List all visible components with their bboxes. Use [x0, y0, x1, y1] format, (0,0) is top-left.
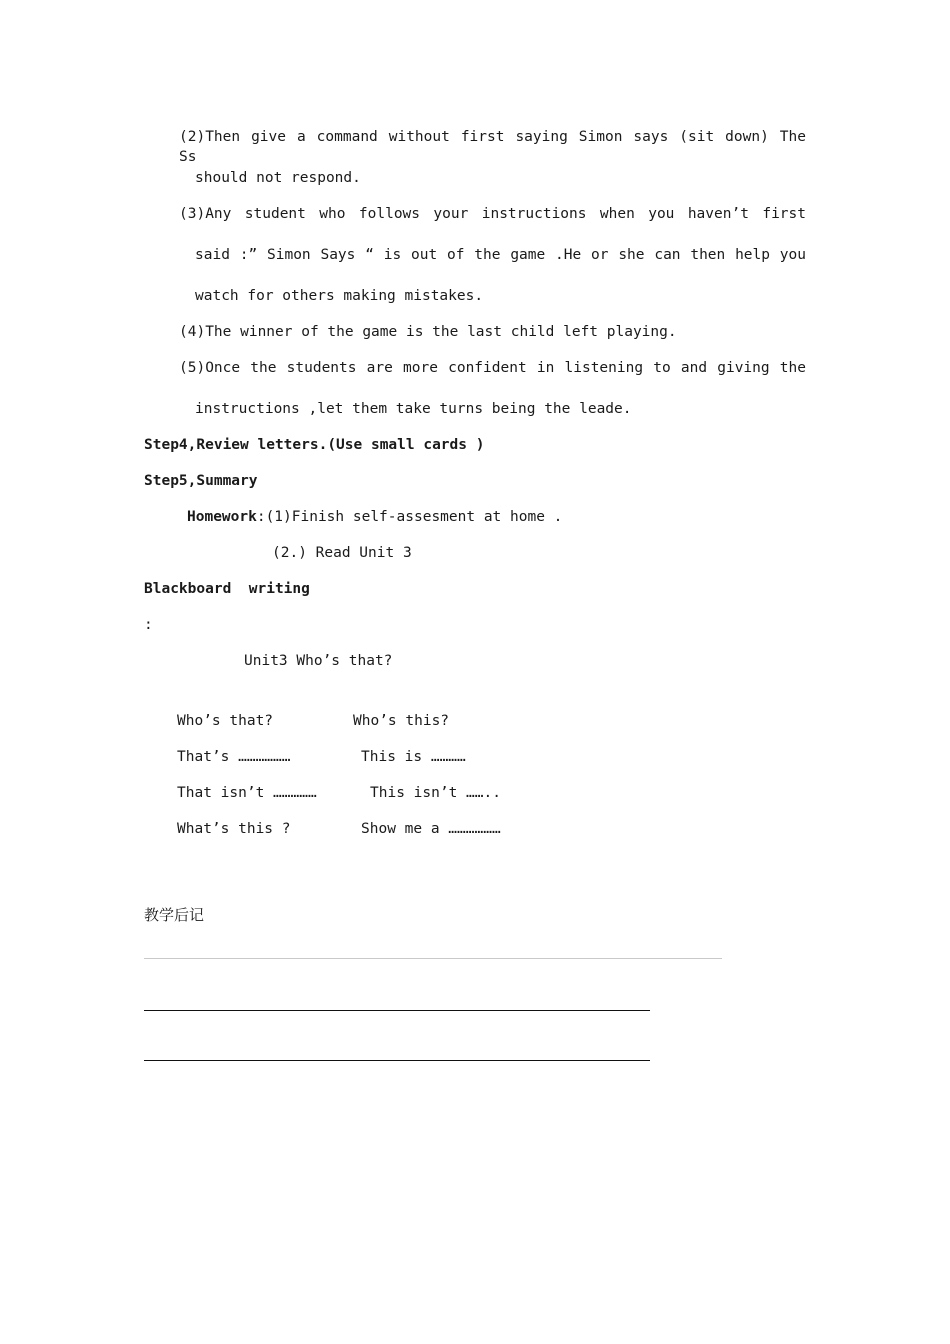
blackboard-colon: :: [144, 617, 153, 633]
blackboard-right-2: This is …………: [361, 749, 466, 765]
item4-line1: (4)The winner of the game is the last child left playing.: [179, 324, 677, 340]
item5-line2: instructions ,let them take turns being the leade.: [195, 401, 632, 417]
blackboard-left-2: That’s ………………: [177, 749, 291, 765]
blackboard-left-1: Who’s that?: [177, 713, 274, 729]
blackboard-right-1: Who’s this?: [353, 713, 450, 729]
item3-line1: (3)Any student who follows your instructions when you haven’t first: [179, 206, 806, 222]
notes-line-1: [144, 1010, 650, 1011]
notes-title: 教学后记: [144, 906, 205, 924]
step5-heading: Step5,Summary: [144, 473, 258, 489]
item3-line3: watch for others making mistakes.: [195, 288, 484, 304]
homework-line1: [187, 507, 562, 527]
item2-line2: should not respond.: [195, 170, 361, 186]
item2-line1: (2)Then give a command without first saying Simon says (sit down) The Ss: [179, 129, 806, 165]
item3-line2: said :” Simon Says “ is out of the game .He or she can then help you: [195, 247, 806, 263]
blackboard-heading: Blackboard writing: [144, 581, 310, 597]
homework-item1: :(1)Finish self-assesment at home .: [256, 509, 563, 525]
blackboard-right-4: Show me a ………………: [361, 821, 501, 837]
item5-line1: (5)Once the students are more confident in listening to and giving the: [179, 360, 806, 376]
blackboard-left-3: That isn’t ……………: [177, 785, 317, 801]
homework-item2: (2.) Read Unit 3: [272, 545, 412, 561]
blackboard-left-4: What’s this ?: [177, 821, 291, 837]
blackboard-title: Unit3 Who’s that?: [244, 653, 393, 669]
step4-heading: Step4,Review letters.(Use small cards ): [144, 437, 485, 453]
blackboard-right-3: This isn’t ……..: [370, 785, 501, 801]
homework-label: Homework: [187, 509, 257, 525]
notes-line-2: [144, 1060, 650, 1061]
notes-divider: [144, 958, 722, 959]
